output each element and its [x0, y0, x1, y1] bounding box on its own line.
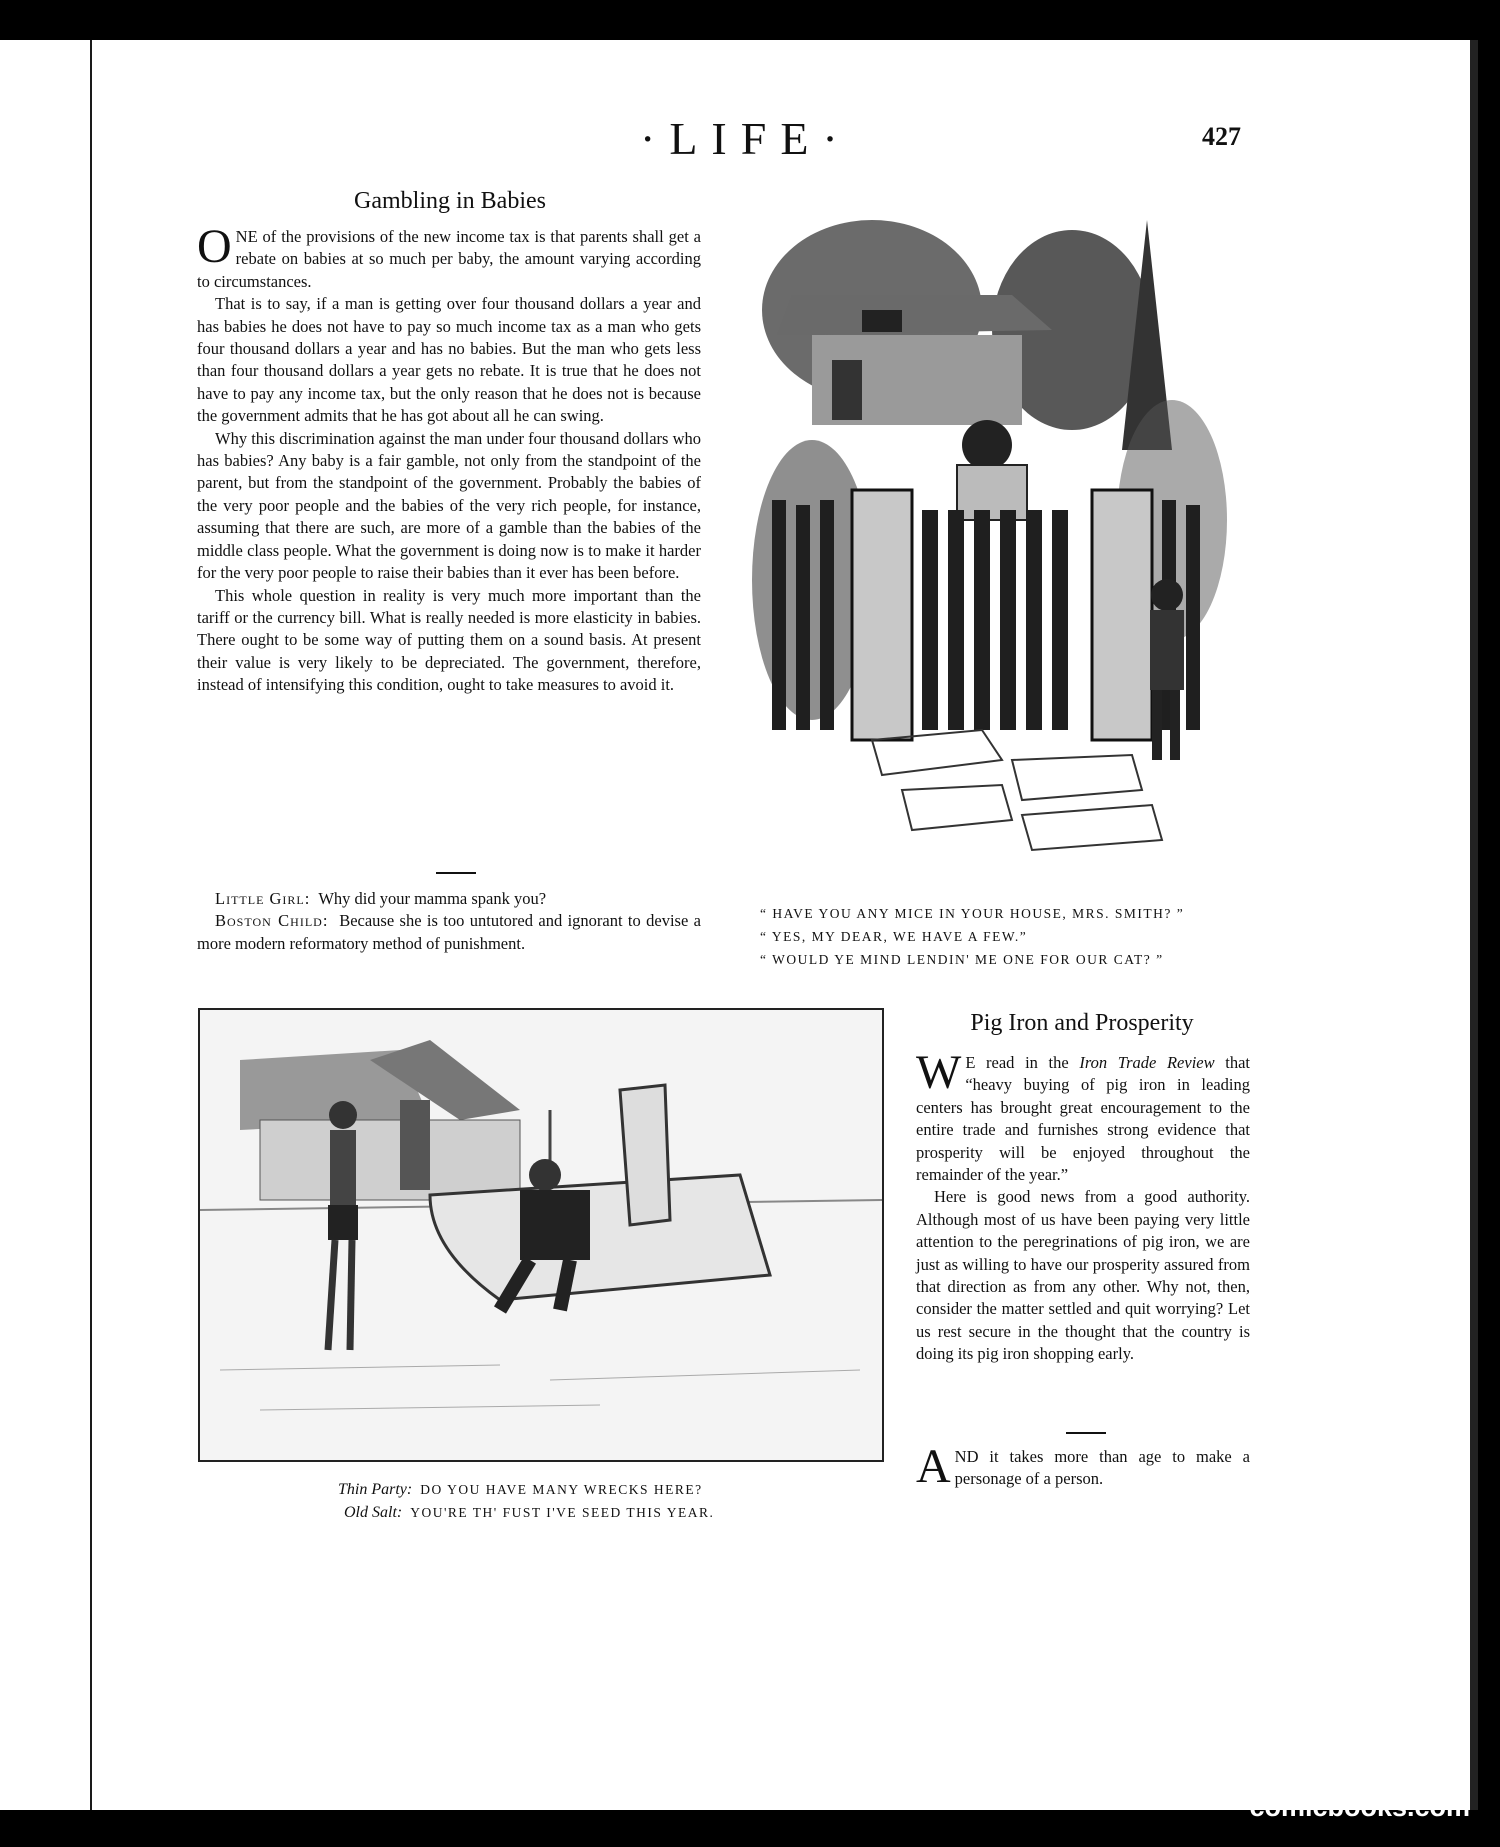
dialogue-text: Why did your mamma spank you?	[318, 889, 547, 908]
illustration-fence	[752, 200, 1228, 880]
dialogue-text: Because she is too untutored and ignorant to devise a more modern reformatory method of punishment.	[197, 911, 701, 953]
dialogue-text: YOU'RE TH' FUST I'VE SEED THIS YEAR.	[410, 1505, 715, 1520]
masthead: ·LIFE·	[640, 113, 852, 164]
quip	[916, 1440, 1250, 1493]
article-title-gambling: Gambling in Babies	[354, 188, 546, 214]
speaker-label: Boston Child:	[215, 911, 329, 931]
caption-line	[338, 1501, 798, 1524]
divider	[436, 872, 476, 874]
article-title-pig-iron: Pig Iron and Prosperity	[970, 1010, 1194, 1036]
dropcap: A	[916, 1440, 951, 1493]
speaker-label: Little Girl:	[215, 889, 311, 908]
caption-line: “ WOULD YE MIND LENDIN' ME ONE FOR OUR CAT? ”	[760, 952, 1164, 967]
paragraph-text: E read in the	[965, 1053, 1080, 1072]
fence-drawing	[752, 200, 1228, 880]
beach-drawing	[200, 1010, 882, 1460]
cartoon1-caption	[760, 902, 1230, 971]
paragraph: That is to say, if a man is getting over four thousand dollars a year and has babies he does not have to pay so much income tax as a man who gets four thousand dollars a year and has no babies. But the man who gets less than four thousand dollars a year gets no rebate. It is true that he does not have to pay any income tax, but the only reason that he does not is because the government admits that he has got about all he can swing.	[197, 294, 701, 426]
paragraph	[197, 220, 701, 293]
speaker-label: Old Salt:	[344, 1504, 403, 1521]
facing-page-edge	[0, 40, 92, 1810]
watermark: comicbooks.com	[1249, 1792, 1470, 1822]
paragraph: Here is good news from a good authority. Although most of us have been paying very little attention to the peregrinations of pig iron, we are just as willing to have our prosperity assured from that direction as from any other. Why not, then, consider the matter settled and quit worrying? Let us rest secure in the thought that the country is doing its pig iron shopping early.	[916, 1187, 1250, 1364]
caption-line	[338, 1478, 798, 1501]
dropcap: O	[197, 220, 232, 273]
paragraph-text: NE of the provisions of the new income tax is that parents shall get a rebate on babies at so much per baby, the amount varying according to circumstances.	[197, 227, 701, 291]
paragraph	[916, 1440, 1250, 1493]
paragraph: This whole question in reality is very much more important than the tariff or the currency bill. What is really needed is more elasticity in babies. There ought to be some way of putting them on a sound basis. At present their value is very likely to be depreciated. The government, therefore, instead of intensifying this condition, ought to take measures to avoid it.	[197, 585, 701, 695]
page-edge-shadow	[1470, 40, 1478, 1810]
illustration-beach	[198, 1008, 884, 1462]
caption-line: “ YES, MY DEAR, WE HAVE A FEW.”	[760, 929, 1028, 944]
divider	[1066, 1432, 1106, 1434]
page-number: 427	[1202, 122, 1241, 151]
publication-title: Iron Trade Review	[1079, 1053, 1215, 1072]
paragraph	[916, 1046, 1250, 1186]
cartoon2-caption	[338, 1478, 798, 1524]
caption-line: “ HAVE YOU ANY MICE IN YOUR HOUSE, MRS. SMITH? ”	[760, 906, 1185, 921]
dialogue-text: DO YOU HAVE MANY WRECKS HERE?	[420, 1482, 703, 1497]
paragraph-text: that “heavy buying of pig iron in leading centers has brought great encouragement to the entire trade and furnishes strong evidence that prosperity will be enjoyed throughout the remainder of the year.”	[916, 1053, 1250, 1185]
paragraph-text: ND it takes more than age to make a personage of a person.	[954, 1447, 1250, 1489]
speaker-label: Thin Party:	[338, 1481, 413, 1498]
article-pig-iron-body	[916, 1046, 1250, 1366]
article-gambling-body	[197, 220, 701, 697]
joke-little-girl	[197, 888, 701, 955]
joke-line	[197, 910, 701, 955]
dropcap: W	[916, 1046, 962, 1099]
joke-line	[197, 888, 701, 910]
paragraph: Why this discrimination against the man under four thousand dollars who has babies? Any baby is a fair gamble, not only from the standpoint of the parent, but from the standpoint of the government. Probably the babies of the very poor people and the babies of the very rich people, for instance, assuming that there are such, are more of a gamble than the babies of the middle class people. What the government is doing now is to make it harder for the very poor people to raise their babies than it ever has been before.	[197, 428, 701, 583]
